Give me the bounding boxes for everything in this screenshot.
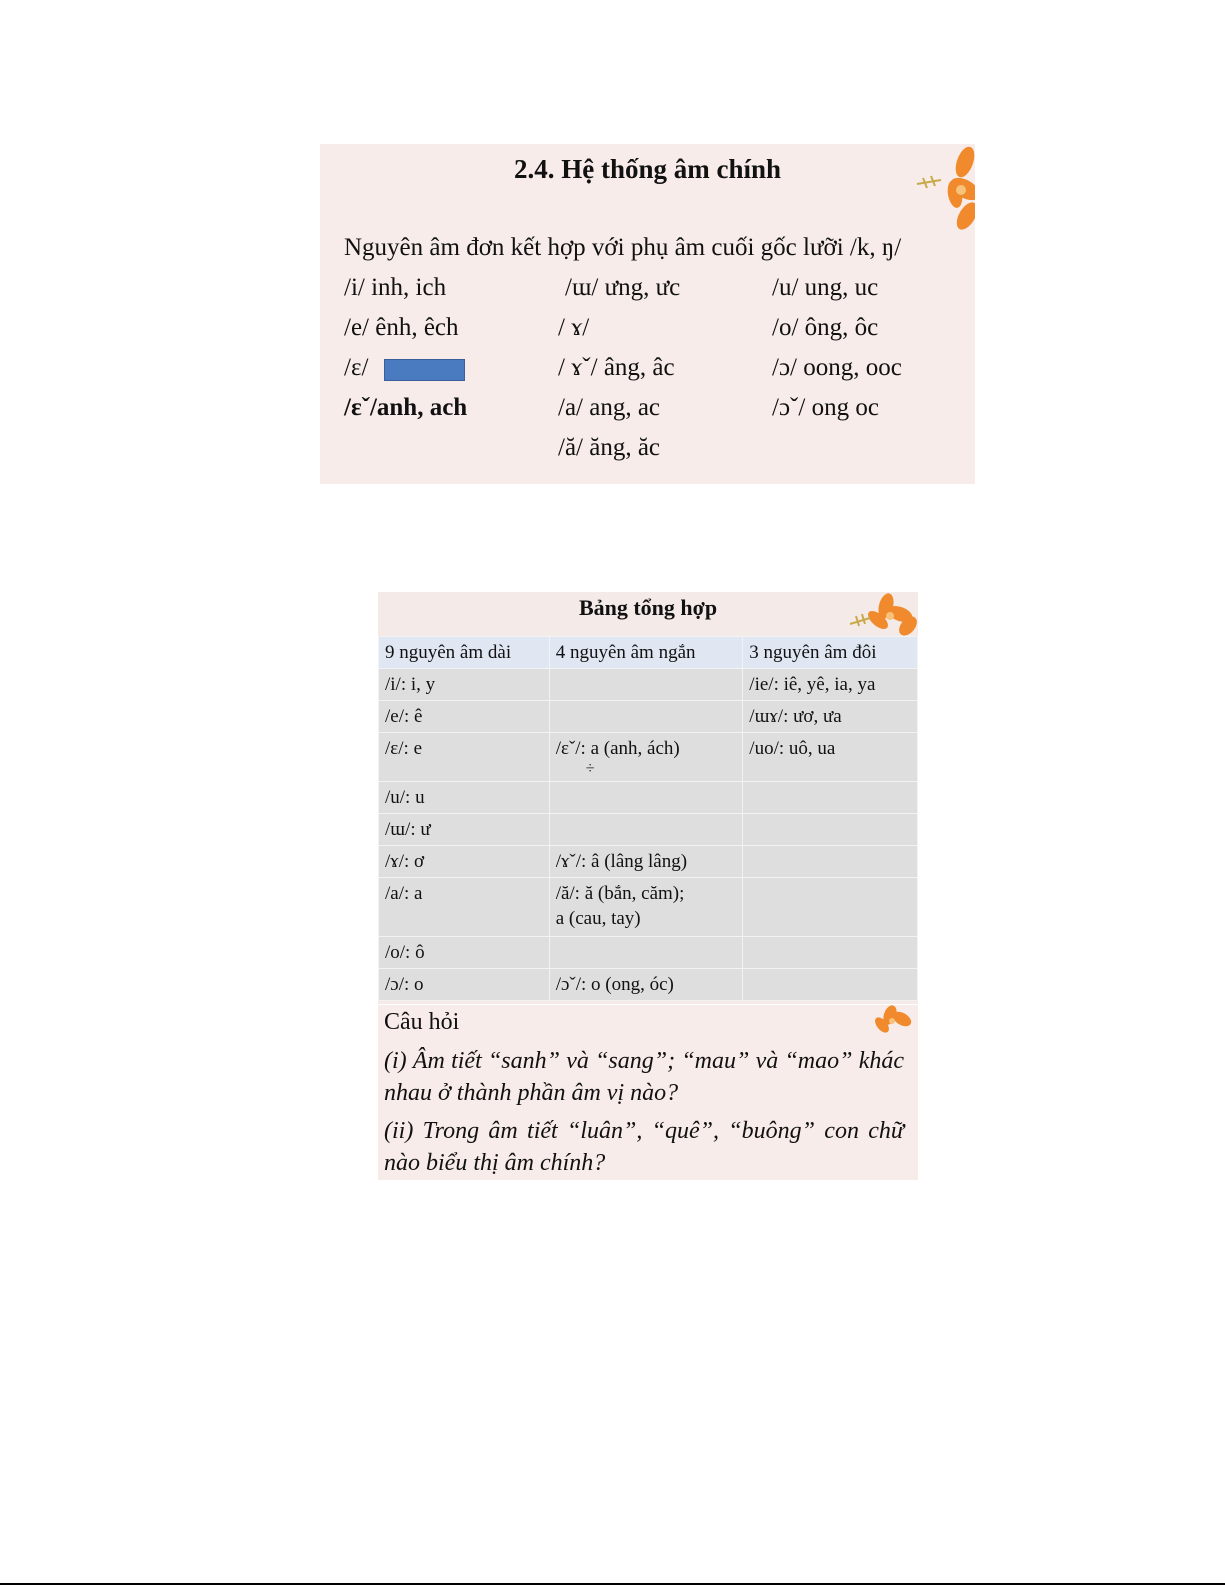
table-cell: /o/: ô (379, 937, 550, 969)
vowel-open-o: /ɔ/ oong, ooc (772, 354, 902, 381)
subtitle: Nguyên âm đơn kết hợp với phụ âm cuối gốc lưỡi /k, ŋ/ (344, 234, 902, 261)
table-row (379, 969, 918, 1001)
table-cell: /ɤˇ/: â (lâng lâng) (549, 846, 743, 878)
table-cell (743, 969, 918, 1001)
header-long-vowels: 9 nguyên âm dài (379, 637, 550, 669)
vowel-a: /a/ ang, ac (558, 394, 661, 421)
vowel-unrounded-u: /ɯ/ ưng, ưc (565, 274, 681, 301)
table-row (379, 846, 918, 878)
table-row (379, 814, 918, 846)
division-mark: ÷ (585, 760, 595, 777)
table-cell (549, 878, 743, 937)
table-cell: /ɛ/: e (379, 733, 550, 782)
table-cell: /ɤ/: ơ (379, 846, 550, 878)
vowel-epsilon: /ɛ/ (344, 354, 369, 381)
table-cell: /e/: ê (379, 701, 550, 733)
table-cell (549, 701, 743, 733)
flower-decoration-icon (915, 144, 975, 234)
table-cell: /u/: u (379, 782, 550, 814)
table-row (379, 669, 918, 701)
slide-summary-table (378, 592, 918, 1004)
vowel-a-short: /ă/ ăng, ăc (558, 434, 661, 461)
table-row (379, 937, 918, 969)
table-cell: /ɯɤ/: ươ, ưa (743, 701, 918, 733)
table-cell (743, 846, 918, 878)
vowel-gamma-short: / ɤˇ/ âng, âc (558, 354, 675, 381)
vowel-i: /i/ inh, ich (344, 274, 447, 301)
table-row (379, 878, 918, 937)
table-title: Bảng tổng hợp (578, 595, 718, 620)
table-cell: /a/: a (379, 878, 550, 937)
table-row (379, 733, 918, 782)
vowel-summary-table (378, 636, 918, 1001)
vowel-gamma: / ɤ/ (558, 314, 590, 341)
table-cell (743, 814, 918, 846)
vowel-open-o-short: /ɔˇ/ ong oc (772, 394, 879, 421)
table-cell: /ɔ/: o (379, 969, 550, 1001)
cell-text-line2: a (cau, tay) (555, 908, 641, 929)
cell-text: /ă/: ă (bắn, căm); (555, 883, 685, 904)
cell-text: /ɛˇ/: a (anh, ách) (555, 738, 680, 759)
table-cell: /ɔˇ/: o (ong, óc) (549, 969, 743, 1001)
vowel-e: /e/ ênh, êch (344, 314, 459, 341)
slide-questions (378, 1005, 918, 1180)
table-cell (549, 733, 743, 782)
table-cell (743, 937, 918, 969)
slide-title: 2.4. Hệ thống âm chính (513, 154, 782, 184)
questions-heading: Câu hỏi (384, 1009, 460, 1035)
vowel-u: /u/ ung, uc (772, 274, 879, 301)
table-cell: /uo/: uô, ua (743, 733, 918, 782)
table-cell: /ɯ/: ư (379, 814, 550, 846)
table-cell (743, 782, 918, 814)
table-row (379, 701, 918, 733)
table-cell (549, 814, 743, 846)
vowel-epsilon-short: /ɛˇ/anh, ach (344, 394, 468, 421)
table-cell: /i/: i, y (379, 669, 550, 701)
table-cell (549, 937, 743, 969)
question-1: (i) Âm tiết “sanh” và “sang”; “mau” và “mao” khác nhau ở thành phần âm vị nào? (384, 1048, 904, 1106)
flower-decoration-icon (868, 1005, 914, 1035)
header-short-vowels: 4 nguyên âm ngắn (549, 637, 743, 669)
table-cell (743, 878, 918, 937)
vowel-o: /o/ ông, ôc (772, 314, 879, 341)
blank-answer-box (384, 359, 465, 381)
table-cell (549, 782, 743, 814)
header-diphthongs: 3 nguyên âm đôi (743, 637, 918, 669)
table-header-row (379, 637, 918, 669)
table-row (379, 782, 918, 814)
table-cell: /ie/: iê, yê, ia, ya (743, 669, 918, 701)
slide-main-vowels (320, 144, 975, 484)
question-2: (ii) Trong âm tiết “luân”, “quê”, “buông” con chữ nào biểu thị âm chính? (384, 1118, 904, 1176)
table-cell (549, 669, 743, 701)
flower-decoration-icon (848, 592, 918, 636)
